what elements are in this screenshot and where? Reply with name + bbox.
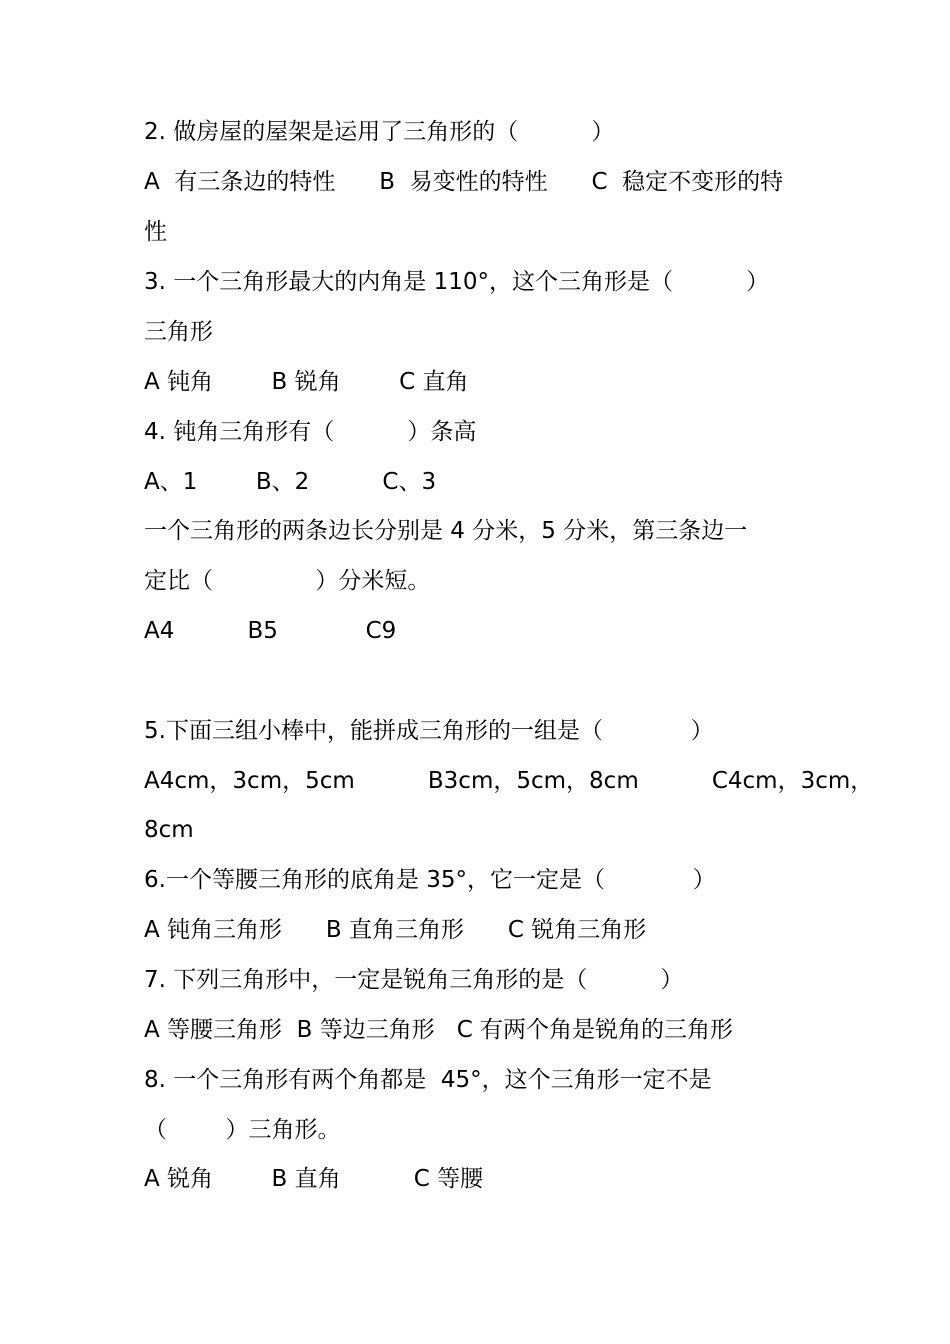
question-6-options: A 钝角三角形 B 直角三角形 C 锐角三角形: [144, 917, 647, 943]
question-unnumbered-options: A4 B5 C9: [144, 618, 397, 644]
question-7-stem: 7. 下列三角形中，一定是锐角三角形的是（ ）: [144, 967, 684, 993]
question-4-stem: 4. 钝角三角形有（ ）条高: [144, 419, 477, 445]
question-3-stem-wrap: 三角形: [144, 319, 213, 345]
question-2-options-wrap: 性: [144, 219, 167, 245]
question-3-options: A 钝角 B 锐角 C 直角: [144, 369, 469, 395]
question-3-stem: 3. 一个三角形最大的内角是 110°，这个三角形是（ ）: [144, 269, 770, 295]
question-4-options: A、1 B、2 C、3: [144, 469, 437, 495]
question-8-options: A 锐角 B 直角 C 等腰: [144, 1166, 484, 1192]
question-6-stem: 6.一个等腰三角形的底角是 35°，它一定是（ ）: [144, 867, 716, 893]
question-8-stem-wrap: （ ）三角形。: [144, 1117, 341, 1143]
question-5-stem: 5.下面三组小棒中，能拼成三角形的一组是（ ）: [144, 718, 714, 744]
question-2-options: A 有三条边的特性 B 易变性的特性 C 稳定不变形的特: [144, 169, 784, 195]
question-7-options: A 等腰三角形 B 等边三角形 C 有两个角是锐角的三角形: [144, 1017, 734, 1043]
question-5-options: A4cm，3cm，5cm B3cm，5cm，8cm C4cm，3cm，: [144, 768, 874, 794]
question-8-stem: 8. 一个三角形有两个角都是 45°，这个三角形一定不是: [144, 1067, 712, 1093]
question-unnumbered-stem: 一个三角形的两条边长分别是 4 分米，5 分米，第三条边一: [144, 518, 748, 544]
question-5-options-wrap: 8cm: [144, 817, 194, 843]
question-2-stem: 2. 做房屋的屋架是运用了三角形的（ ）: [144, 119, 615, 145]
question-unnumbered-stem-wrap: 定比（ ）分米短。: [144, 568, 431, 594]
